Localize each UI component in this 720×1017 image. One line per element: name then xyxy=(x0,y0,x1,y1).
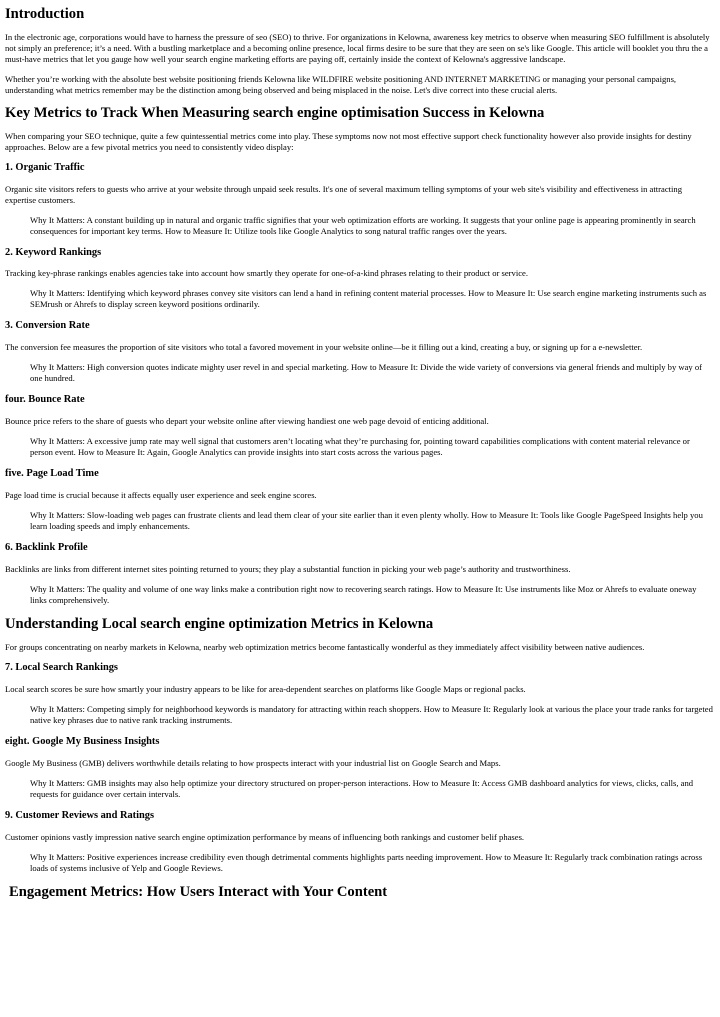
metric-heading: 1. Organic Traffic xyxy=(5,161,85,173)
metric-text: The conversion fee measures the proportion of site visitors who total a favored movement in your website online—be it filling out a kind, creating a buy, or signing up for a e-newsletter. xyxy=(5,342,643,353)
local-metrics-intro: For groups concentrating on nearby markets in Kelowna, nearby web optimization metrics become fantastically wonderful as they immediately affect visibility between native audiences. xyxy=(5,642,645,653)
metric-text: Tracking key-phrase rankings enables agencies take into account how smartly they operate for one-of-a-kind phrases relating to their product or service. xyxy=(5,268,529,279)
metric-heading: eight. Google My Business Insights xyxy=(5,736,160,748)
metric-quote: Why It Matters: A excessive jump rate may well signal that customers aren’t locating what they’re purchasing for, pointing toward capabilities complications with content material relevance or person event. How to Measure It: Again, Google Analytics can provide insights into start costs across the various pages. xyxy=(30,436,690,458)
metric-heading: 7. Local Search Rankings xyxy=(5,662,118,674)
key-metrics-heading: Key Metrics to Track When Measuring search engine optimisation Success in Kelowna xyxy=(5,104,545,121)
engagement-heading: Engagement Metrics: How Users Interact with Your Content xyxy=(9,883,388,900)
metric-text: Bounce price refers to the share of guests who depart your website online after viewing handiest one web page devoid of enticing additional. xyxy=(5,416,489,427)
metric-quote: Why It Matters: Positive experiences increase credibility even though detrimental comments highlights parts needing improvement. How to Measure It: Regularly track combination ratings across loads of systems inclusive of Yelp and Google Reviews. xyxy=(30,851,703,873)
metric-quote: Why It Matters: The quality and volume of one way links make a contribution right now to recovering search ratings. How to Measure It: Use instruments like Moz or Ahrefs to evaluate oneway links comprehensively. xyxy=(30,584,697,606)
metric-quote: Why It Matters: Competing simply for neighborhood keywords is mandatory for attracting within reach shoppers. How to Measure It: Regularly look at various the place your trade ranks for targeted native key phrases due to native rank tracking instruments. xyxy=(30,704,713,726)
intro-paragraph-2: Whether you’re working with the absolute best website positioning friends Kelowna like WILDFIRE website positioning AND INTERNET MARKETING or managing your personal campaigns, understanding what metrics remember may be the distinction among being observed and being misplaced in the noise. Let's dive correct into these crucial alerts. xyxy=(5,73,677,95)
metric-text: Google My Business (GMB) delivers worthwhile details relating to how prospects interact with your industrial list on Google Search and Maps. xyxy=(5,757,501,768)
intro-paragraph-1: In the electronic age, corporations would have to harness the pressure of seo (SEO) to thrive. For organizations in Kelowna, awareness key metrics to observe when measuring SEO fulfillment is absolutely not simply an preference; it’s a need. With a bustling marketplace and a becoming online presence, local firms desire to be sure that they are seen on se's like Google. This article will booklet you thru the a must-have metrics that let you gauge how well your search engine marketing efforts are paying off, certainly inside the context of Kelowna's aggressive landscape. xyxy=(5,31,710,64)
key-metrics-intro: When comparing your SEO technique, quite a few quintessential metrics come into play. These symptoms now not most effective support check functionality however also provide insights for destiny approaches. Below are a few pivotal metrics you need to consistently video display: xyxy=(5,130,692,152)
metric-quote: Why It Matters: A constant building up in natural and organic traffic signifies that your web optimization efforts are working. It suggests that your online page is appearing prominently in search consequences for important key terms. How to Measure It: Utilize tools like Google Analytics to song natural traffic ranges over the years. xyxy=(30,214,696,236)
metric-heading: five. Page Load Time xyxy=(5,468,99,480)
metric-quote: Why It Matters: Slow-loading web pages can frustrate clients and lead them clear of your site earlier than it even plenty wholly. How to Measure It: Tools like Google PageSpeed Insights help you learn loading speeds and imply enhancements. xyxy=(30,510,703,532)
metric-text: Page load time is crucial because it affects equally user experience and seek engine scores. xyxy=(5,490,317,501)
metric-text: Organic site visitors refers to guests who arrive at your website through unpaid seek results. It's one of several maximum telling symptoms of your web site's visibility and effectiveness in attracting expertise customers. xyxy=(5,183,683,205)
metric-heading: 6. Backlink Profile xyxy=(5,542,88,554)
metric-heading: 9. Customer Reviews and Ratings xyxy=(5,809,155,821)
metric-text: Customer opinions vastly impression native search engine optimization performance by means of influencing both rankings and customer belif phases. xyxy=(5,831,525,842)
metric-heading: 2. Keyword Rankings xyxy=(5,246,102,258)
metric-text: Local search scores be sure how smartly your industry appears to be like for area-dependent searches on platforms like Google Maps or regional packs. xyxy=(5,684,526,695)
metric-quote: Why It Matters: High conversion quotes indicate mighty user revel in and special marketing. How to Measure It: Divide the wide variety of conversions via general friends and multiply by way of one hundred. xyxy=(30,362,703,384)
metric-heading: four. Bounce Rate xyxy=(5,394,85,406)
metric-quote: Why It Matters: GMB insights may also help optimize your directory structured on proper-person interactions. How to Measure It: Access GMB dashboard analytics for views, clicks, calls, and requests for guidance over certain intervals. xyxy=(30,777,694,799)
metric-heading: 3. Conversion Rate xyxy=(5,320,90,332)
local-metrics-heading: Understanding Local search engine optimization Metrics in Kelowna xyxy=(5,616,434,633)
metric-text: Backlinks are links from different internet sites pointing returned to yours; they play a substantial function in picking your web page’s authority and trustworthiness. xyxy=(5,564,571,575)
intro-heading: Introduction xyxy=(5,6,85,22)
metric-quote: Why It Matters: Identifying which keyword phrases convey site visitors can lend a hand in refining content material processes. How to Measure It: Use search engine marketing instruments such as SEMrush or Ahrefs to display screen keyword positions ordinarily. xyxy=(30,288,707,310)
